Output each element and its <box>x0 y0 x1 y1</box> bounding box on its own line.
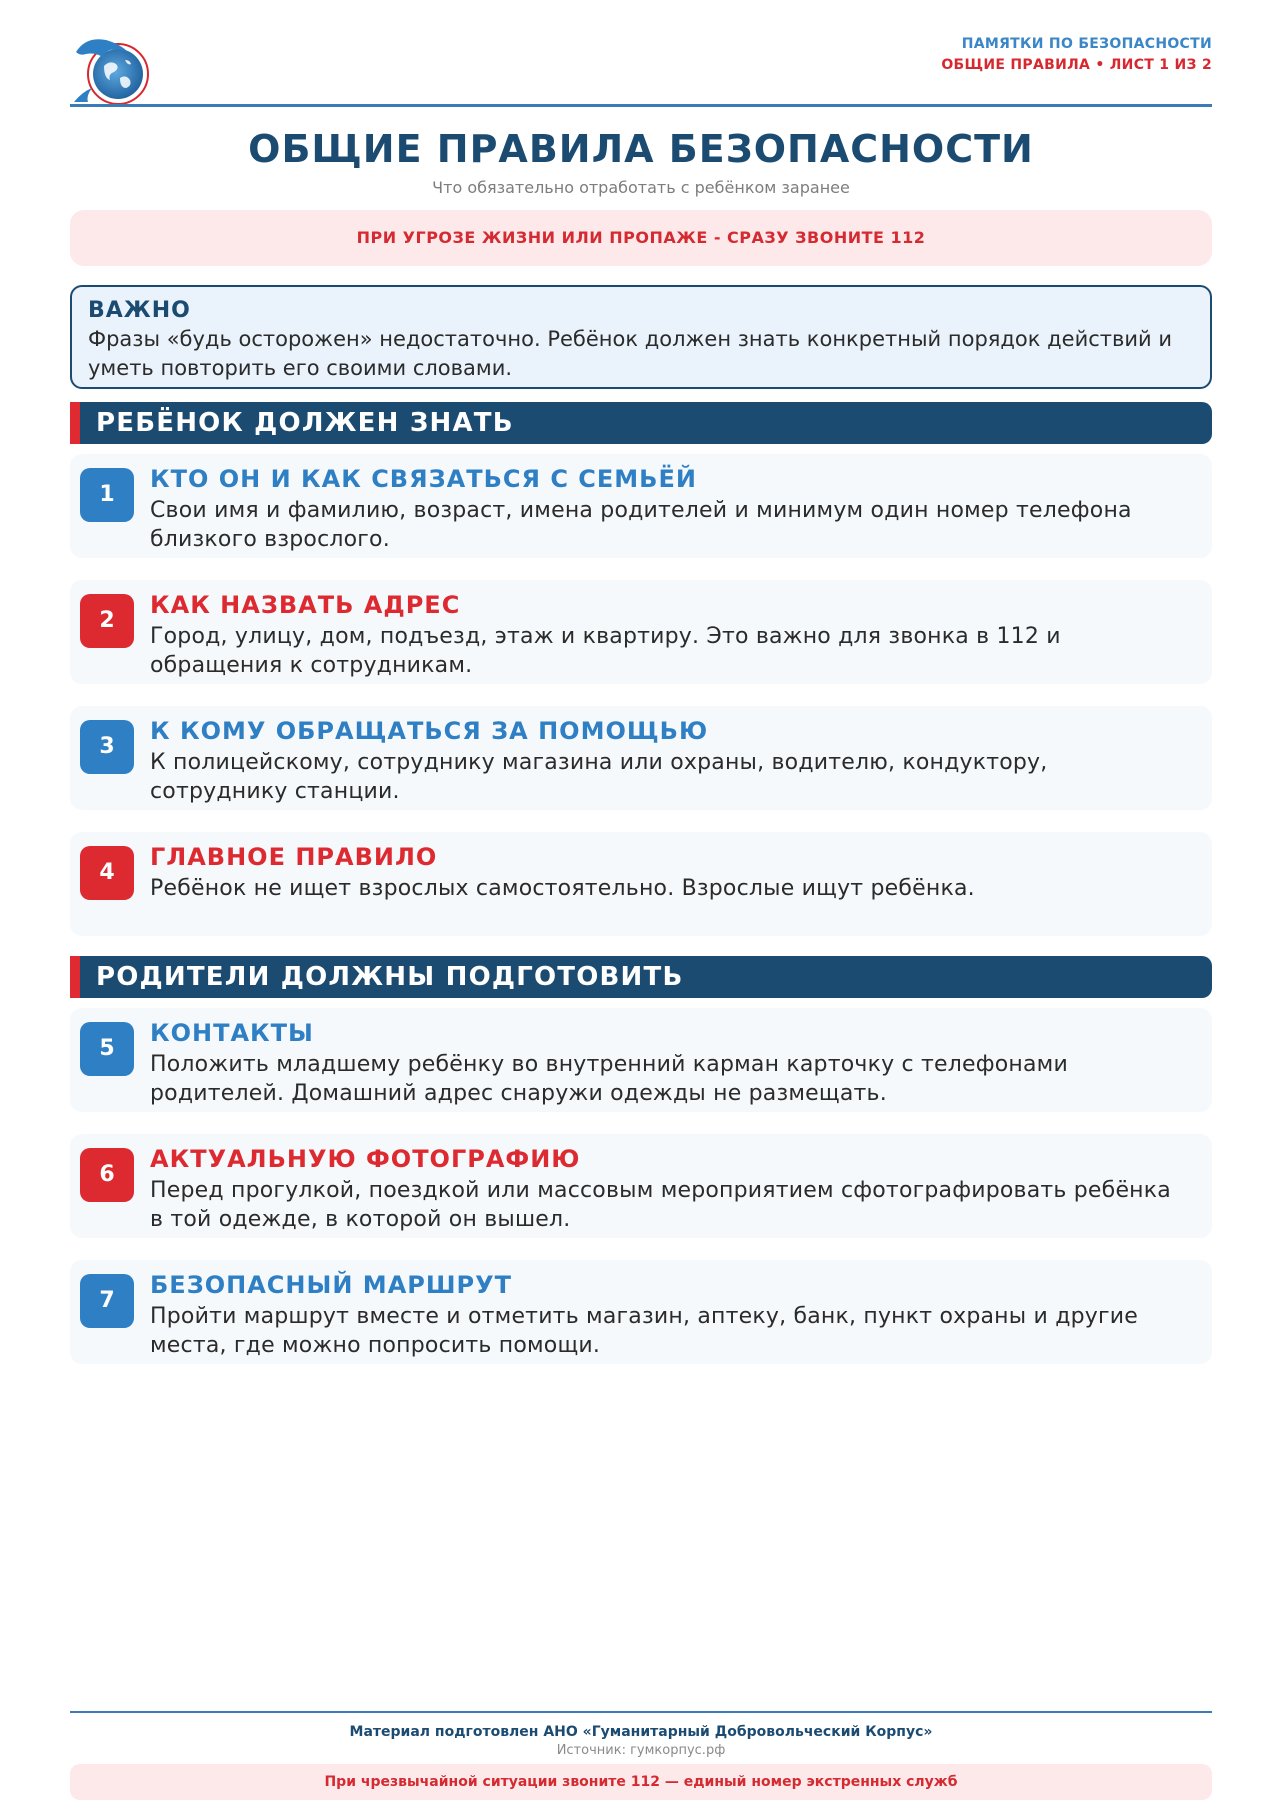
rule-item <box>70 1260 1212 1364</box>
section-header-parents-must-prepare <box>70 956 1212 998</box>
rule-number-badge: 2 <box>80 594 134 648</box>
section-title: РОДИТЕЛИ ДОЛЖНЫ ПОДГОТОВИТЬ <box>96 962 684 992</box>
important-note-title: ВАЖНО <box>88 298 191 323</box>
footer-emergency-banner: При чрезвычайной ситуации звоните 112 — единый номер экстренных служб <box>70 1764 1212 1800</box>
section-title: РЕБЁНОК ДОЛЖЕН ЗНАТЬ <box>96 408 514 438</box>
header-series-label: ПАМЯТКИ ПО БЕЗОПАСНОСТИ <box>961 36 1212 52</box>
rule-item <box>70 1134 1212 1238</box>
rule-number-badge: 7 <box>80 1274 134 1328</box>
rule-title: ГЛАВНОЕ ПРАВИЛО <box>150 843 438 871</box>
safety-memo-page <box>70 0 1212 1811</box>
rule-text: К полицейскому, сотруднику магазина или охраны, водителю, кондуктору, сотруднику станции. <box>150 750 1048 804</box>
footer-source: Источник: гумкорпус.рф <box>556 1743 726 1758</box>
section-accent-bar <box>70 956 80 998</box>
page-title: ОБЩИЕ ПРАВИЛА БЕЗОПАСНОСТИ <box>248 127 1034 171</box>
rule-text: Пройти маршрут вместе и отметить магазин, аптеку, банк, пункт охраны и другие места, где можно попросить помощи. <box>150 1304 1138 1358</box>
rule-title: БЕЗОПАСНЫЙ МАРШРУТ <box>150 1271 512 1299</box>
rule-item <box>70 454 1212 558</box>
rule-text: Положить младшему ребёнку во внутренний карман карточку с телефонами родителей. Домашний адрес снаружи одежды не размещать. <box>150 1052 1068 1106</box>
rule-title: КАК НАЗВАТЬ АДРЕС <box>150 591 461 619</box>
rule-number-badge: 3 <box>80 720 134 774</box>
header-meta <box>941 34 1212 76</box>
rule-text: Город, улицу, дом, подъезд, этаж и квартиру. Это важно для звонка в 112 и обращения к сотрудникам. <box>150 624 1061 678</box>
header-divider <box>70 104 1212 107</box>
rule-number-badge: 5 <box>80 1022 134 1076</box>
rule-number-badge: 1 <box>80 468 134 522</box>
rule-title: АКТУАЛЬНУЮ ФОТОГРАФИЮ <box>150 1145 581 1173</box>
important-note-box <box>70 285 1212 389</box>
footer-divider <box>70 1711 1212 1713</box>
rule-number-badge: 6 <box>80 1148 134 1202</box>
rule-item <box>70 580 1212 684</box>
page-header <box>70 30 1212 108</box>
section-accent-bar <box>70 402 80 444</box>
page-subtitle: Что обязательно отработать с ребёнком заранее <box>432 178 850 197</box>
rule-title: КТО ОН И КАК СВЯЗАТЬСЯ С СЕМЬЁЙ <box>150 465 697 493</box>
important-note-text: Фразы «будь осторожен» недостаточно. Ребёнок должен знать конкретный порядок действий и уметь повторить его своими словами. <box>88 327 1172 380</box>
rule-text: Свои имя и фамилию, возраст, имена родителей и минимум один номер телефона близкого взрослого. <box>150 498 1132 552</box>
rule-number-badge: 4 <box>80 846 134 900</box>
rule-title: КОНТАКТЫ <box>150 1019 314 1047</box>
rule-text: Перед прогулкой, поездкой или массовым мероприятием сфотографировать ребёнка в той одежде, в которой он вышел. <box>150 1178 1171 1232</box>
emergency-alert-banner: ПРИ УГРОЗЕ ЖИЗНИ ИЛИ ПРОПАЖЕ - СРАЗУ ЗВОНИТЕ 112 <box>70 210 1212 266</box>
section-header-child-must-know <box>70 402 1212 444</box>
rule-item <box>70 1008 1212 1112</box>
rule-item <box>70 832 1212 936</box>
rule-title: К КОМУ ОБРАЩАТЬСЯ ЗА ПОМОЩЬЮ <box>150 717 709 745</box>
footer-organization: Материал подготовлен АНО «Гуманитарный Добровольческий Корпус» <box>349 1724 933 1740</box>
rule-item <box>70 706 1212 810</box>
rule-text: Ребёнок не ищет взрослых самостоятельно. Взрослые ищут ребёнка. <box>150 876 975 901</box>
header-sheet-label: ОБЩИЕ ПРАВИЛА • ЛИСТ 1 ИЗ 2 <box>941 57 1212 73</box>
dolphin-globe-logo-icon <box>70 30 154 108</box>
